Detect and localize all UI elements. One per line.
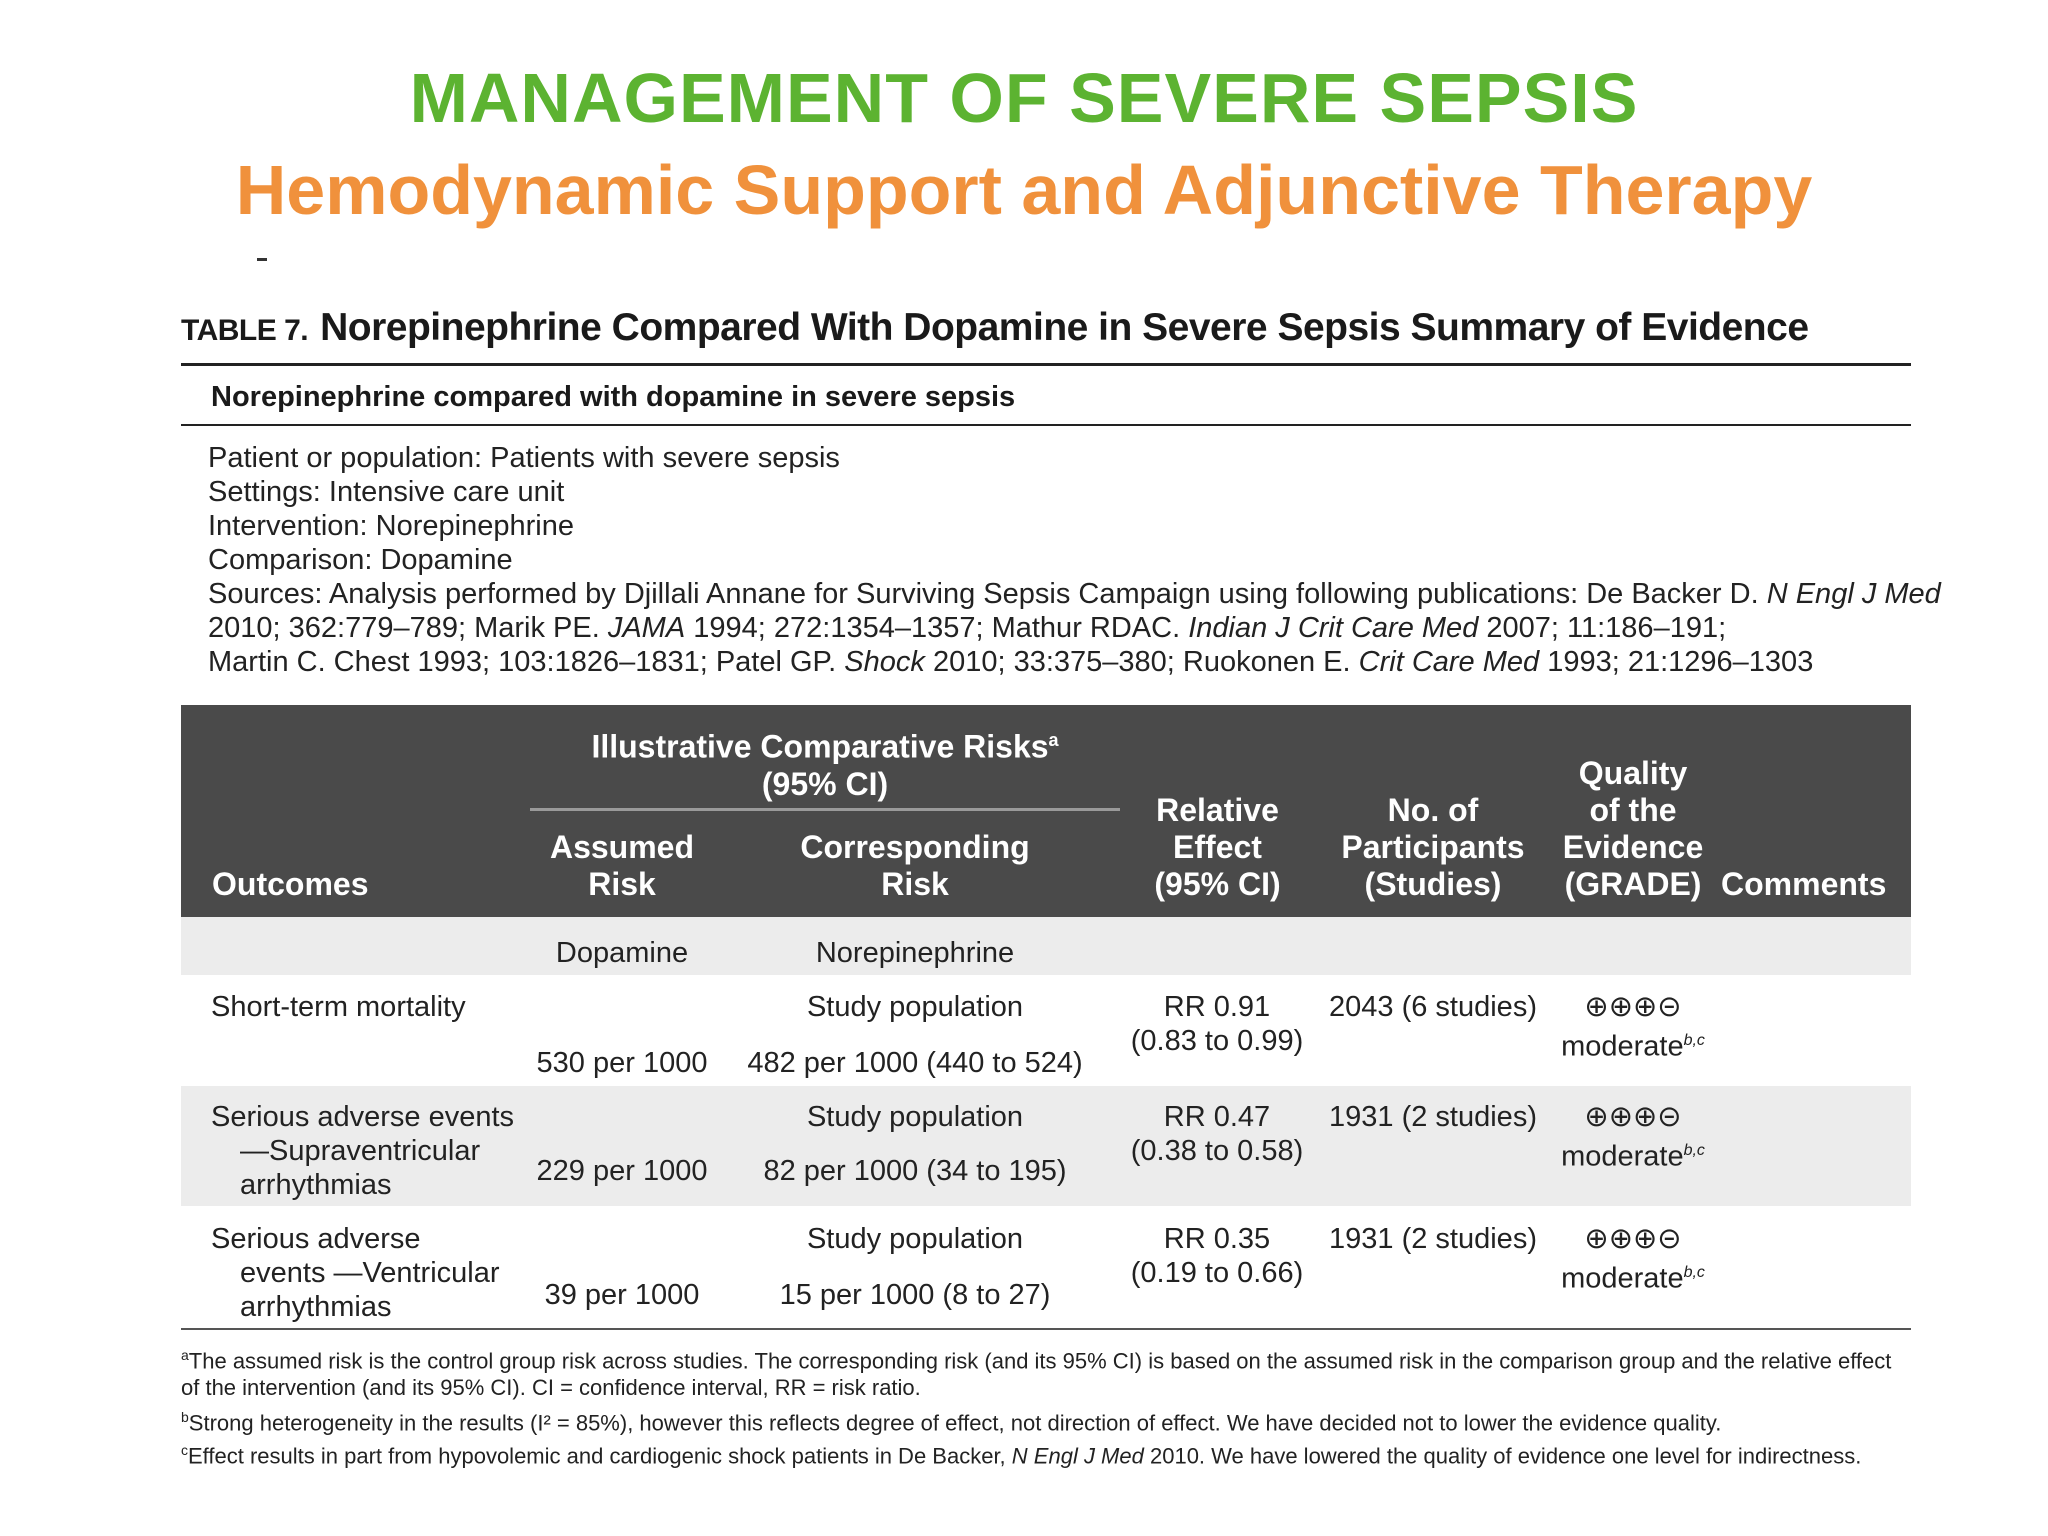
footnote-c <box>181 1437 1911 1469</box>
row-corresponding: 482 per 1000 (440 to 524) <box>747 1047 1083 1079</box>
header-text: (95% CI) <box>1154 866 1281 902</box>
meta-settings: Settings: Intensive care unit <box>208 476 565 508</box>
subheader-assumed: Dopamine <box>555 937 689 969</box>
quality-text: moderate <box>1561 1262 1684 1295</box>
subheader-corresponding: Norepinephrine <box>815 937 1015 969</box>
header-relative-effect <box>1125 792 1310 903</box>
footnote-mark: a <box>1048 730 1059 750</box>
row-quality <box>1548 1222 1718 1296</box>
header-corresponding-risk <box>760 829 1070 903</box>
header-comparative-risks-title: Illustrative Comparative Risks <box>591 728 1049 765</box>
header-text: of the <box>1589 792 1677 828</box>
table-caption <box>181 306 1911 350</box>
header-comparative-risks-ci: (95% CI) <box>761 765 889 802</box>
footnote-mark: c <box>181 1442 188 1458</box>
row-participants: 1931 (2 studies) <box>1329 1223 1537 1255</box>
meta-source-journal: N Engl J Med <box>1766 578 1941 610</box>
row-quality <box>1548 990 1718 1064</box>
meta-sources-line-1 <box>208 577 1941 611</box>
row-participants: 2043 (6 studies) <box>1329 991 1537 1023</box>
header-text: Participants <box>1341 829 1525 865</box>
row-relative <box>1117 1100 1317 1168</box>
table-label: TABLE 7. <box>181 314 309 347</box>
slide-subtitle: Hemodynamic Support and Adjunctive Therapy <box>235 151 1813 229</box>
row-participants: 1931 (2 studies) <box>1329 1101 1537 1133</box>
meta-source-journal: Indian J Crit Care Med <box>1188 612 1479 644</box>
row-corresponding: 15 per 1000 (8 to 27) <box>779 1279 1051 1311</box>
header-text: Quality <box>1578 755 1688 791</box>
row-group: Study population <box>806 991 1024 1023</box>
footnote-text: Effect results in part from hypovolemic and cardiogenic shock patients in De Backer, <box>188 1443 1006 1469</box>
footnote-b <box>181 1404 1911 1436</box>
header-outcomes: Outcomes <box>212 866 369 902</box>
meta-source-text: 1994; 272:1354–1357; Mathur RDAC. <box>693 612 1181 644</box>
header-participants <box>1318 792 1548 903</box>
meta-sources-line-2 <box>208 611 1898 645</box>
quality-rating-icon: ⊕⊕⊕⊝ <box>1584 1223 1682 1255</box>
stray-mark <box>257 258 267 261</box>
meta-source-text: 1993; 21:1296–1303 <box>1547 646 1814 678</box>
header-text: No. of <box>1387 792 1479 828</box>
meta-source-text: Martin C. Chest 1993; 103:1826–1831; Patel GP. <box>208 646 837 678</box>
row-assumed: 39 per 1000 <box>544 1279 700 1311</box>
row-relative-rr: RR 0.35 <box>1163 1223 1271 1255</box>
header-text: Effect <box>1173 829 1262 865</box>
row-outcome <box>211 1100 514 1202</box>
meta-intervention: Intervention: Norepinephrine <box>208 510 574 542</box>
row-outcome-line: Serious adverse events <box>211 1101 515 1133</box>
table-bottom-rule <box>181 1328 1911 1330</box>
row-group: Study population <box>806 1101 1024 1133</box>
row-relative-ci: (0.38 to 0.58) <box>1130 1135 1304 1167</box>
row-outcome-line: arrhythmias <box>240 1169 392 1201</box>
footnote-mark: b,c <box>1683 1264 1705 1281</box>
header-text: Corresponding <box>800 829 1030 865</box>
row-group: Study population <box>806 1223 1024 1255</box>
row-relative <box>1117 990 1317 1058</box>
row-outcome-line: arrhythmias <box>240 1291 392 1323</box>
caption-rule <box>181 363 1911 366</box>
table-subheading: Norepinephrine compared with dopamine in severe sepsis <box>211 381 1016 413</box>
meta-source-journal: Shock <box>844 646 925 678</box>
header-text: Evidence <box>1562 829 1704 865</box>
header-text: (Studies) <box>1364 866 1502 902</box>
header-comments: Comments <box>1721 866 1887 902</box>
header-text: Risk <box>881 866 949 902</box>
meta-source-text: 2007; 11:186–191; <box>1486 612 1727 644</box>
row-relative-rr: RR 0.47 <box>1163 1101 1271 1133</box>
row-relative-ci: (0.19 to 0.66) <box>1130 1257 1304 1289</box>
row-outcome-line: —Supraventricular <box>240 1135 481 1167</box>
table-caption-text: Norepinephrine Compared With Dopamine in Severe Sepsis Summary of Evidence <box>320 306 1809 349</box>
footnote-a <box>181 1342 1911 1401</box>
meta-sources-line-3 <box>208 645 1898 679</box>
header-comparative-risks <box>530 722 1120 803</box>
slide-title: MANAGEMENT OF SEVERE SEPSIS <box>409 59 1639 137</box>
row-outcome-line: events —Ventricular <box>240 1257 500 1289</box>
footnote-text: Strong heterogeneity in the results (I² = 85%), however this reflects degree of effect, not direction of effect. We have decided not to lower the evidence quality. <box>188 1410 1722 1436</box>
footnote-mark: b,c <box>1683 1032 1705 1049</box>
footnote-mark: b <box>181 1409 189 1425</box>
meta-sources-prefix: Sources: Analysis performed by Djillali Annane for Surviving Sepsis Campaign using following publications: De Backer D. <box>208 578 1759 610</box>
header-text: (GRADE) <box>1564 866 1702 902</box>
quality-text: moderate <box>1561 1030 1684 1063</box>
header-assumed-risk <box>522 829 722 903</box>
footnote-journal: N Engl J Med <box>1011 1443 1144 1469</box>
table-meta <box>208 441 1941 679</box>
row-assumed: 530 per 1000 <box>536 1047 708 1079</box>
row-outcome-line: Serious adverse <box>211 1223 421 1255</box>
header-text: Relative <box>1156 792 1279 828</box>
meta-source-text: 2010; 362:779–789; Marik PE. <box>208 612 600 644</box>
row-quality <box>1548 1100 1718 1174</box>
quality-rating-icon: ⊕⊕⊕⊝ <box>1584 1101 1682 1133</box>
quality-text: moderate <box>1561 1140 1684 1173</box>
row-assumed: 229 per 1000 <box>536 1155 708 1187</box>
meta-population: Patient or population: Patients with severe sepsis <box>208 442 840 474</box>
subheading-rule <box>181 424 1911 426</box>
header-text: Assumed <box>549 829 695 865</box>
row-corresponding: 82 per 1000 (34 to 195) <box>763 1155 1067 1187</box>
meta-source-text: 2010; 33:375–380; Ruokonen E. <box>932 646 1351 678</box>
meta-comparison: Comparison: Dopamine <box>208 544 513 576</box>
quality-rating-icon: ⊕⊕⊕⊝ <box>1584 991 1682 1023</box>
footnote-text: The assumed risk is the control group risk across studies. The corresponding risk (and its 95% CI) is based on the assumed risk in the comparison group and the relative effect of the intervention (and its 95% CI). CI = confidence interval, RR = risk ratio. <box>181 1348 1892 1401</box>
row-outcome: Short-term mortality <box>211 991 466 1023</box>
row-relative <box>1117 1222 1317 1290</box>
header-group-rule <box>530 808 1120 811</box>
row-outcome <box>211 1222 500 1324</box>
header-text: Risk <box>588 866 656 902</box>
footnote-mark: b,c <box>1683 1142 1705 1159</box>
footnote-text: 2010. We have lowered the quality of evidence one level for indirectness. <box>1149 1443 1862 1469</box>
meta-source-journal: JAMA <box>607 612 686 644</box>
header-quality <box>1548 755 1718 903</box>
row-relative-rr: RR 0.91 <box>1163 991 1271 1023</box>
footnote-mark: a <box>181 1347 189 1363</box>
row-relative-ci: (0.83 to 0.99) <box>1130 1025 1304 1057</box>
meta-source-journal: Crit Care Med <box>1358 646 1540 678</box>
